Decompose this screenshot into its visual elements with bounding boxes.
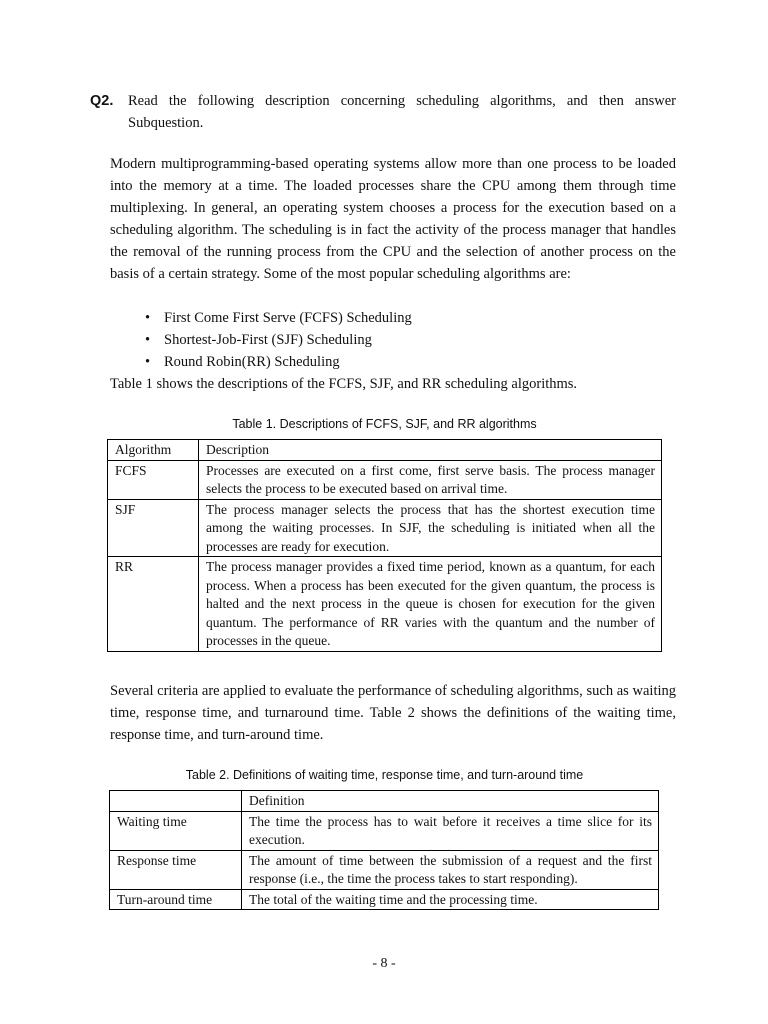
table-cell: FCFS — [108, 460, 199, 499]
intro-paragraph: Modern multiprogramming-based operating systems allow more than one process to be loaded into the memory at a time. The loaded processes share the CPU among them through time multiplexing. In general, an operating system chooses a process for the execution based on a scheduling algorithm. The scheduling is in fact the activity of the process manager that handles the removal of the running process from the CPU and the selection of another process on the basis of a certain strategy. Some of the most popular scheduling algorithms are: — [110, 156, 676, 282]
table-row — [108, 557, 662, 652]
table-header-cell: Description — [199, 440, 662, 461]
table2-caption: Table 2. Definitions of waiting time, response time, and turn-around time — [185, 768, 584, 782]
page-number: - 8 - — [372, 956, 396, 971]
definitions-table — [109, 790, 659, 910]
question-heading — [90, 90, 680, 131]
table-cell: Turn-around time — [110, 889, 242, 910]
table-cell: Waiting time — [110, 811, 242, 850]
table1-reference-paragraph: Table 1 shows the descriptions of the FCFS, SJF, and RR scheduling algorithms. — [110, 376, 578, 392]
algorithm-list — [140, 307, 412, 373]
table-cell: The process manager selects the process that has the shortest execution time among the waiting processes. In SJF, the scheduling is initiated when all the processes are ready for execution. — [199, 499, 662, 557]
table-cell: The amount of time between the submission of a request and the first response (i.e., the time the process takes to start responding). — [242, 850, 659, 889]
list-item: • Shortest-Job-First (SJF) Scheduling — [140, 329, 412, 351]
table-row — [108, 460, 662, 499]
criteria-paragraph: Several criteria are applied to evaluate the performance of scheduling algorithms, such as waiting time, response time, and turnaround time. Table 2 shows the definitions of the waiting time, response time, and turn-around time. — [110, 683, 676, 743]
table-row — [110, 811, 659, 850]
algorithms-table — [107, 439, 662, 652]
table-header-row — [108, 440, 662, 461]
table-header-cell — [110, 791, 242, 812]
list-item: • First Come First Serve (FCFS) Scheduling — [140, 307, 412, 329]
table-cell: The total of the waiting time and the processing time. — [242, 889, 659, 910]
table-row — [108, 499, 662, 557]
question-intro: Read the following description concerning scheduling algorithms, and then answer Subquestion. — [128, 93, 676, 131]
table-cell: The process manager provides a fixed time period, known as a quantum, for each process. When a process has been executed for the given quantum, the process is halted and the next process in the queue is chosen for execution for the given quantum. The performance of RR varies with the quantum and the number of processes in the queue. — [199, 557, 662, 652]
table-cell: Response time — [110, 850, 242, 889]
table-header-row — [110, 791, 659, 812]
table-cell: The time the process has to wait before it receives a time slice for its execution. — [242, 811, 659, 850]
table-cell: Processes are executed on a first come, first serve basis. The process manager selects the process to be executed based on arrival time. — [199, 460, 662, 499]
table-cell: RR — [108, 557, 199, 652]
question-number: Q2. — [90, 93, 114, 109]
table-cell: SJF — [108, 499, 199, 557]
list-item: • Round Robin(RR) Scheduling — [140, 351, 412, 373]
table-row — [110, 889, 659, 910]
table1-caption: Table 1. Descriptions of FCFS, SJF, and RR algorithms — [232, 417, 537, 431]
table-row — [110, 850, 659, 889]
table-header-cell: Definition — [242, 791, 659, 812]
table-header-cell: Algorithm — [108, 440, 199, 461]
